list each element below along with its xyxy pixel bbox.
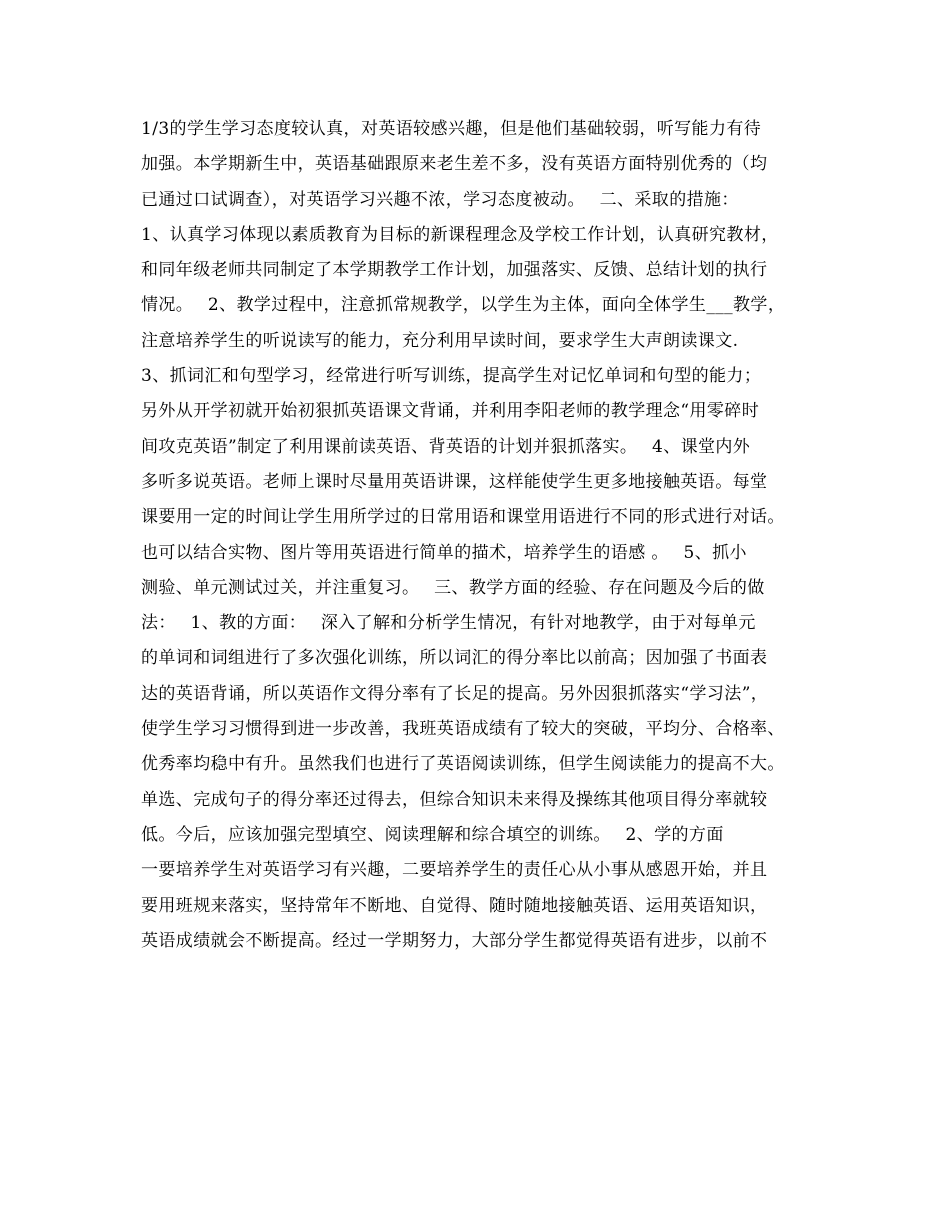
text-line: 一要培养学生对英语学习有兴趣，二要培养学生的责任心从小事从感恩开始，并且 [141, 860, 768, 881]
text-line: 法： 1、教的方面： 深入了解和分析学生情况，有针对地教学，由于对每单元 [141, 613, 756, 634]
text-line: 课要用一定的时间让学生用所学过的日常用语和课堂用语进行不同的形式进行对话。 [141, 507, 785, 528]
text-line: 使学生学习习惯得到进一步改善，我班英语成绩有了较大的突破，平均分、合格率、 [141, 719, 785, 740]
text-line: 另外从开学初就开始初狠抓英语课文背诵，并利用李阳老师的教学理念“用零碎时 [141, 401, 760, 422]
text-line: 低。今后，应该加强完型填空、阅读理解和综合填空的训练。 2、学的方面 [141, 824, 724, 845]
text-line: 已通过口试调查），对英语学习兴趣不浓，学习态度被动。 二、采取的措施： [141, 189, 739, 210]
text-line: 的单词和词组进行了多次强化训练，所以词汇的得分率比以前高；因加强了书面表 [141, 648, 768, 669]
text-line: 英语成绩就会不断提高。经过一学期努力，大部分学生都觉得英语有进步，以前不 [141, 930, 768, 951]
text-line: 注意培养学生的听说读写的能力，充分利用早读时间，要求学生大声朗读课文. [141, 330, 739, 351]
body-text [141, 112, 831, 959]
text-line: 和同年级老师共同制定了本学期教学工作计划，加强落实、反馈、总结计划的执行 [141, 260, 768, 281]
text-line: 间攻克英语”制定了利用课前读英语、背英语的计划并狠抓落实。 4、课堂内外 [141, 436, 751, 457]
text-line: 多听多说英语。老师上课时尽量用英语讲课，这样能使学生更多地接触英语。每堂 [141, 471, 768, 492]
text-line: 加强。本学期新生中，英语基础跟原来老生差不多，没有英语方面特别优秀的（均 [141, 154, 768, 175]
text-line: 要用班规来落实，坚持常年不断地、自觉得、随时随地接触英语、运用英语知识， [141, 895, 768, 916]
text-line: 1/3的学生学习态度较认真，对英语较感兴趣，但是他们基础较弱，听写能力有待 [141, 119, 762, 139]
text-line: 测验、单元测试过关，并注重复习。 三、教学方面的经验、存在问题及今后的做 [141, 577, 765, 598]
text-line: 优秀率均稳中有升。虽然我们也进行了英语阅读训练，但学生阅读能力的提高不大。 [141, 754, 785, 775]
text-line: 3、抓词汇和句型学习，经常进行听写训练，提高学生对记忆单词和句型的能力； [141, 366, 762, 387]
text-line: 单选、完成句子的得分率还过得去，但综合知识未来得及操练其他项目得分率就较 [141, 789, 768, 810]
text-line: 情况。 2、教学过程中，注意抓常规教学，以学生为主体，面向全体学生___教学， [141, 295, 786, 316]
text-line: 达的英语背诵，所以英语作文得分率有了长足的提高。另外因狠抓落实“学习法”， [141, 683, 769, 704]
text-line: 也可以结合实物、图片等用英语进行简单的描术，培养学生的语感 。 5、抓小 [141, 542, 747, 563]
text-line: 1、认真学习体现以素质教育为目标的新课程理念及学校工作计划，认真研究教材， [141, 224, 779, 245]
